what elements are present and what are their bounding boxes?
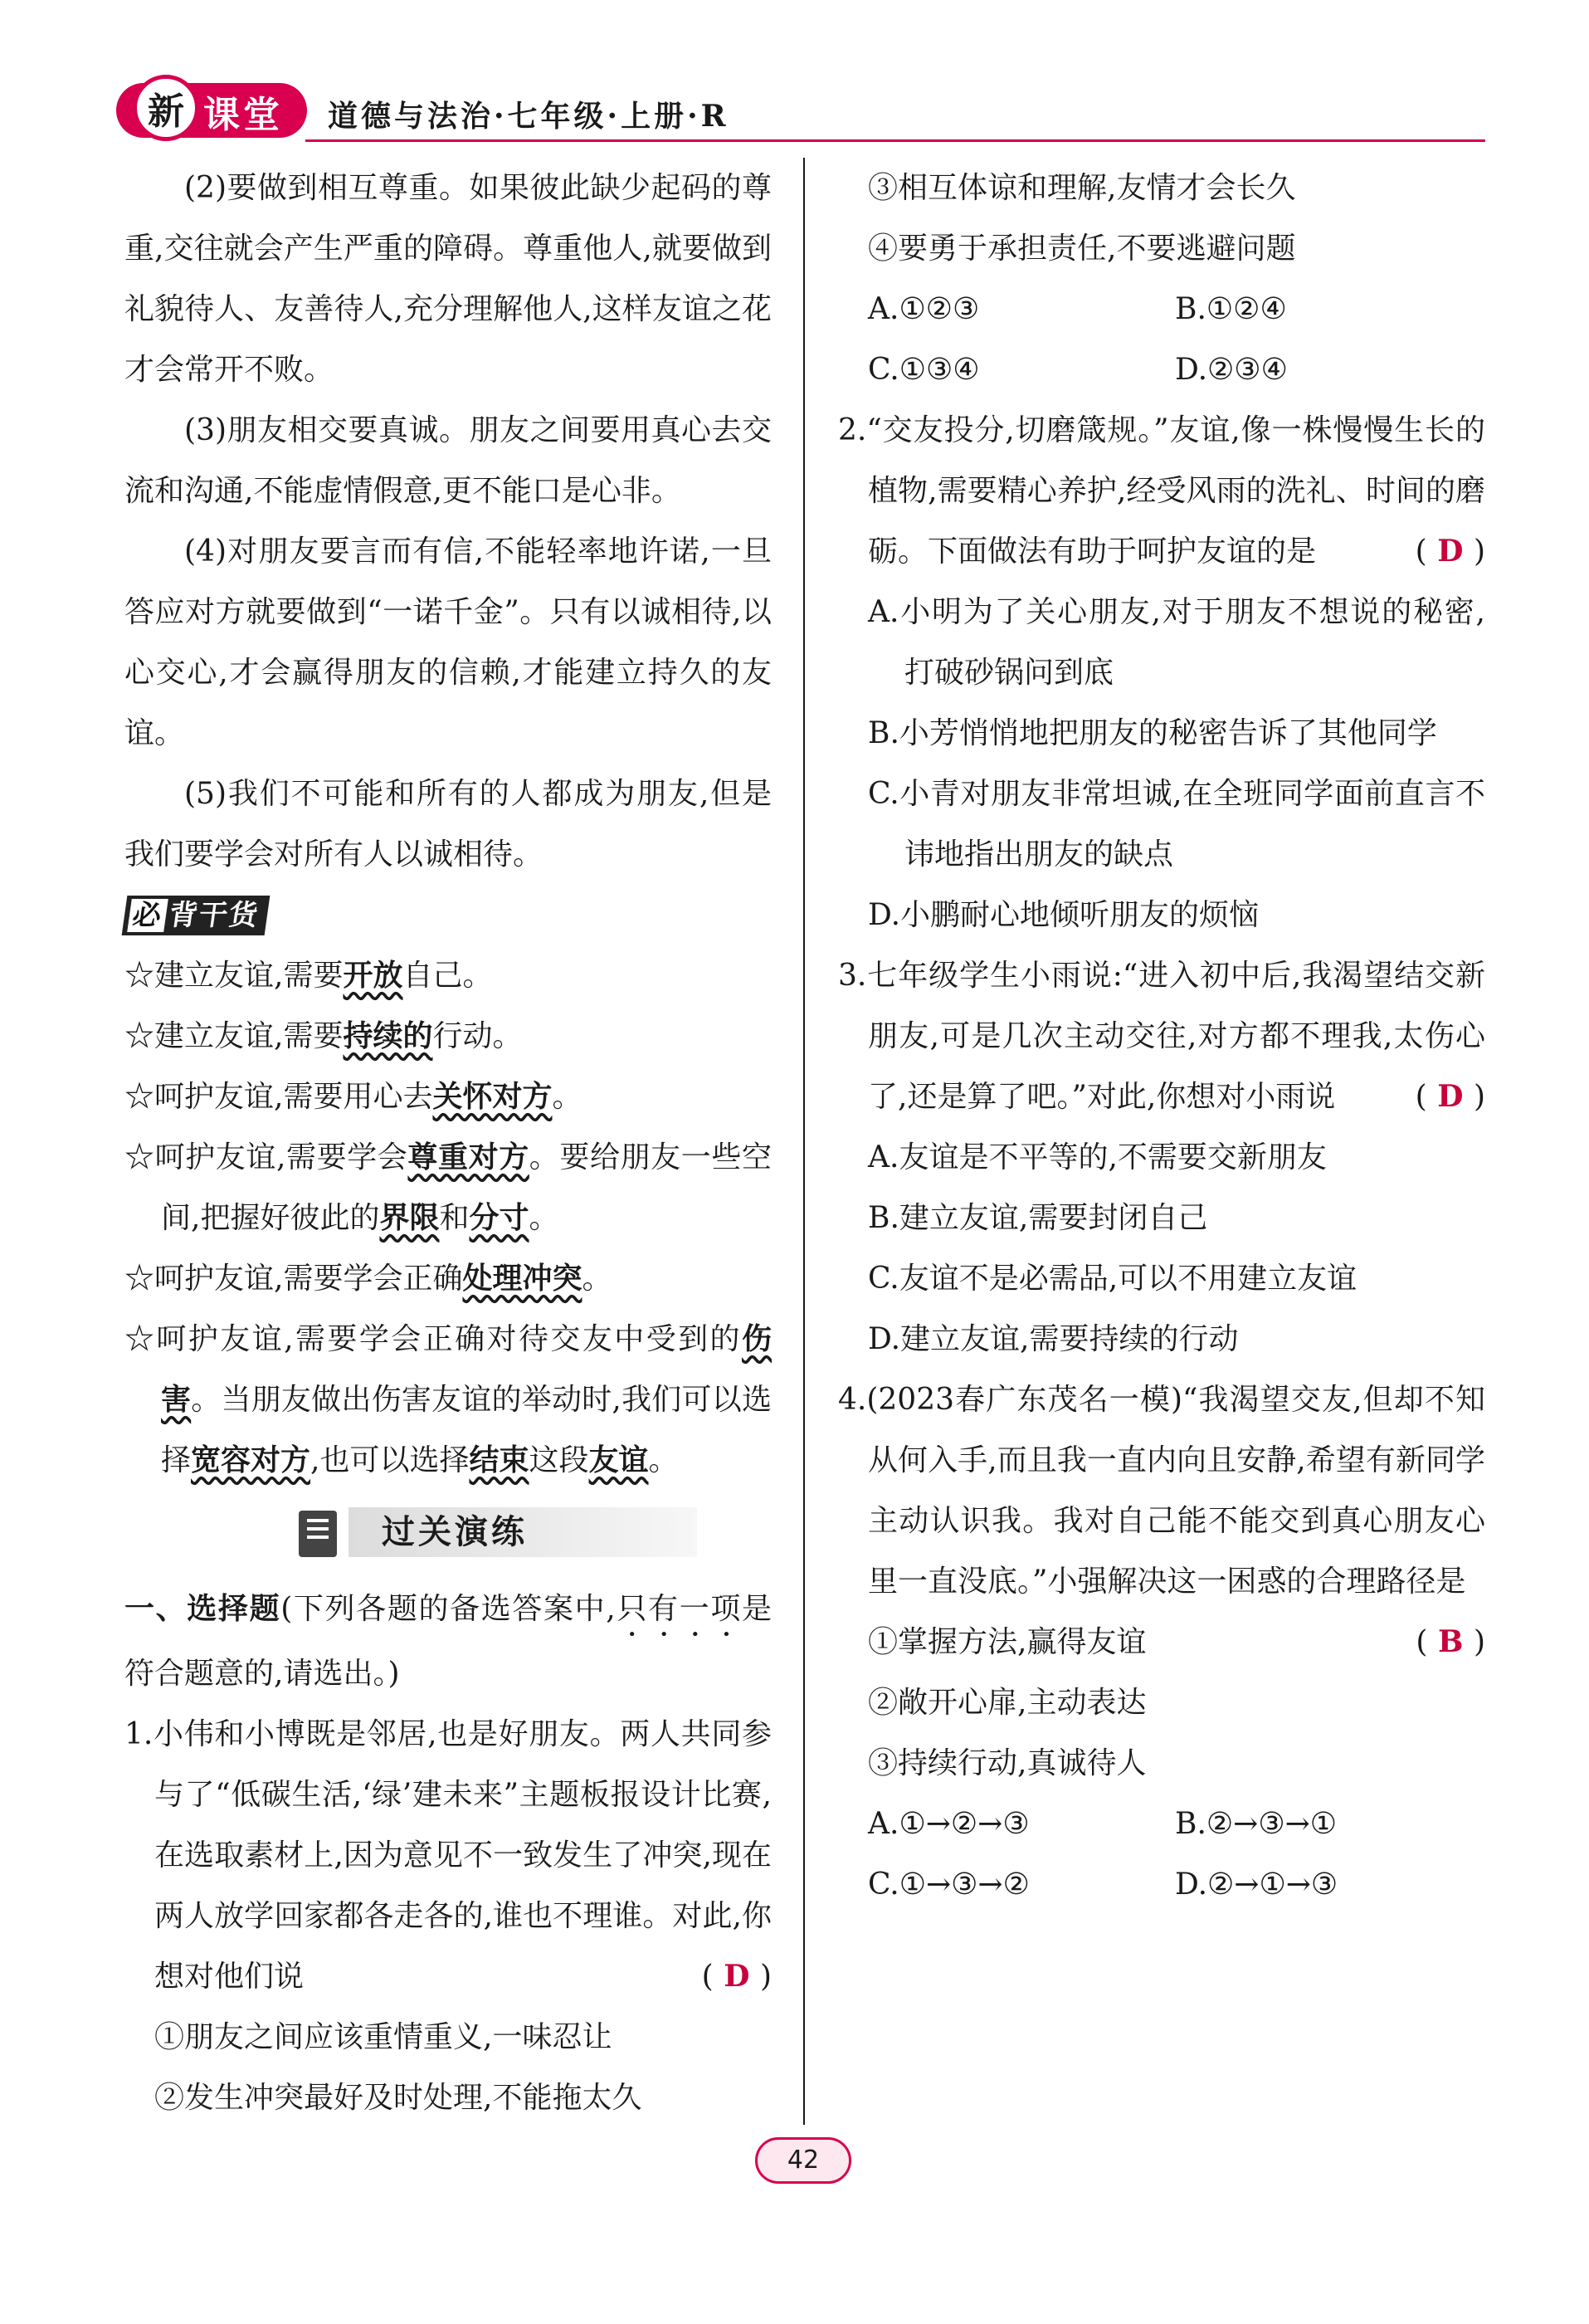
paragraph-4: (4)对朋友要言而有信,不能轻率地许诺,一旦答应对方就要做到“一诺千金”。只有以诚相待,以心交心,才会赢得朋友的信赖,才能建立持久的友谊。 [124, 535, 772, 750]
q2-option-d[interactable]: D.小鹏耐心地倾听朋友的烦恼 [868, 898, 1260, 932]
q1-options-row-2 [838, 339, 1485, 400]
q1-option-c[interactable]: C.①③④ [868, 353, 980, 387]
q4-options-row-1 [838, 1794, 1485, 1854]
brand-logo-circle: 新 [133, 75, 199, 141]
q1-statement-4: ④要勇于承担责任,不要逃避问题 [868, 232, 1296, 266]
page-header [116, 80, 1485, 146]
key-point-4: ☆呵护友谊,需要学会尊重对方。要给朋友一些空间,把握好彼此的界限和分寸。 [124, 1140, 772, 1235]
right-column [838, 158, 1485, 1915]
q4-option-b[interactable]: B.②→③→① [1175, 1807, 1338, 1841]
question-3: 3.七年级学生小雨说:“进入初中后,我渴望结交新朋友,可是几次主动交往,对方都不理我,太伤心了,还是算了吧。”对此,你想对小雨说 ( D ) [838, 945, 1485, 1127]
question-1: 1.小伟和小博既是邻居,也是好朋友。两人共同参与了“低碳生活,‘绿’建未来”主题板报设计比赛,在选取素材上,因为意见不一致发生了冲突,现在两人放学回家都各走各的,谁也不理谁。对此,你想对他们说 ( D ) [124, 1704, 772, 2007]
section-heading: 一、选择题(下列各题的备选答案中,只有一项是符合题意的,请选出。) [124, 1591, 772, 1691]
q3-option-b[interactable]: B.建立友谊,需要封闭自己 [868, 1201, 1208, 1235]
must-memorize-tag-rest: 背干货 [167, 899, 261, 932]
q4-option-c[interactable]: C.①→③→② [868, 1868, 1030, 1902]
header-rule [305, 139, 1485, 142]
key-point-3: ☆呵护友谊,需要用心去关怀对方。 [124, 1079, 582, 1114]
question-4: 4.(2023春广东茂名一模)“我渴望交友,但却不知从何入手,而且我一直内向且安静,希望有新同学主动认识我。我对自己能不能交到真心朋友心里一直没底。”小强解决这一困惑的合理路径是 ( B ) [838, 1370, 1485, 1612]
key-point-2: ☆建立友谊,需要持续的行动。 [124, 1018, 523, 1053]
q1-statement-3: ③相互体谅和理解,友情才会长久 [868, 171, 1296, 205]
left-column [124, 158, 772, 2128]
answer-q4: ( B ) [1416, 1624, 1485, 1659]
q3-option-d[interactable]: D.建立友谊,需要持续的行动 [868, 1322, 1239, 1356]
answer-q2: ( D ) [1415, 534, 1485, 569]
q1-option-d[interactable]: D.②③④ [1175, 353, 1288, 387]
brand-logo-text: 课堂 [203, 94, 283, 136]
q3-option-c[interactable]: C.友谊不是必需品,可以不用建立友谊 [868, 1262, 1357, 1296]
q2-option-a[interactable]: A.小明为了关心朋友,对于朋友不想说的秘密,打破砂锅问到底 [868, 595, 1485, 690]
key-point-5: ☆呵护友谊,需要学会正确处理冲突。 [124, 1261, 612, 1296]
q1-options-row-1 [838, 279, 1485, 339]
paragraph-2: (2)要做到相互尊重。如果彼此缺少起码的尊重,交往就会产生严重的障碍。尊重他人,就要做到礼貌待人、友善待人,充分理解他人,这样友谊之花才会常开不败。 [124, 171, 772, 387]
paragraph-5: (5)我们不可能和所有的人都成为朋友,但是我们要学会对所有人以诚相待。 [124, 777, 772, 872]
book-title: 道德与法治·七年级·上册·R [328, 99, 729, 134]
key-point-1: ☆建立友谊,需要开放自己。 [124, 958, 493, 993]
practice-title: 过关演练 [349, 1507, 697, 1557]
q4-statement-1: ①掌握方法,赢得友谊 [868, 1625, 1147, 1659]
q4-options-row-2 [838, 1854, 1485, 1915]
q4-statement-3: ③持续行动,真诚待人 [868, 1746, 1147, 1780]
q4-statement-2: ②敞开心扉,主动表达 [868, 1686, 1147, 1720]
practice-banner [124, 1499, 772, 1574]
must-memorize-tag-first: 必 [127, 899, 168, 932]
key-point-6: ☆呵护友谊,需要学会正确对待交友中受到的伤害。当朋友做出伤害友谊的举动时,我们可以选择宽容对方,也可以选择结束这段友谊。 [124, 1321, 772, 1477]
q1-option-a[interactable]: A.①②③ [868, 292, 980, 326]
q4-option-a[interactable]: A.①→②→③ [868, 1807, 1030, 1841]
answer-q3: ( D ) [1415, 1079, 1485, 1114]
must-memorize-tag [122, 896, 271, 935]
notebook-icon [299, 1511, 337, 1557]
paragraph-3: (3)朋友相交要真诚。朋友之间要用真心去交流和沟通,不能虚情假意,更不能口是心非。 [124, 413, 772, 508]
column-divider [803, 158, 805, 2125]
q1-statement-2: ②发生冲突最好及时处理,不能拖太久 [154, 2081, 642, 2115]
question-2: 2.“交友投分,切磨箴规。”友谊,像一株慢慢生长的植物,需要精心养护,经受风雨的洗礼、时间的磨砺。下面做法有助于呵护友谊的是 ( D ) [838, 400, 1485, 582]
q2-option-c[interactable]: C.小青对朋友非常坦诚,在全班同学面前直言不讳地指出朋友的缺点 [868, 777, 1485, 872]
page-number: 42 [755, 2137, 851, 2184]
q1-statement-1: ①朋友之间应该重情重义,一味忍让 [154, 2020, 612, 2054]
q1-option-b[interactable]: B.①②④ [1175, 292, 1287, 326]
answer-q1: ( D ) [701, 1959, 772, 1994]
q4-option-d[interactable]: D.②→①→③ [1175, 1868, 1338, 1902]
q3-option-a[interactable]: A.友谊是不平等的,不需要交新朋友 [868, 1140, 1327, 1174]
q2-option-b[interactable]: B.小芳悄悄地把朋友的秘密告诉了其他同学 [868, 716, 1437, 750]
